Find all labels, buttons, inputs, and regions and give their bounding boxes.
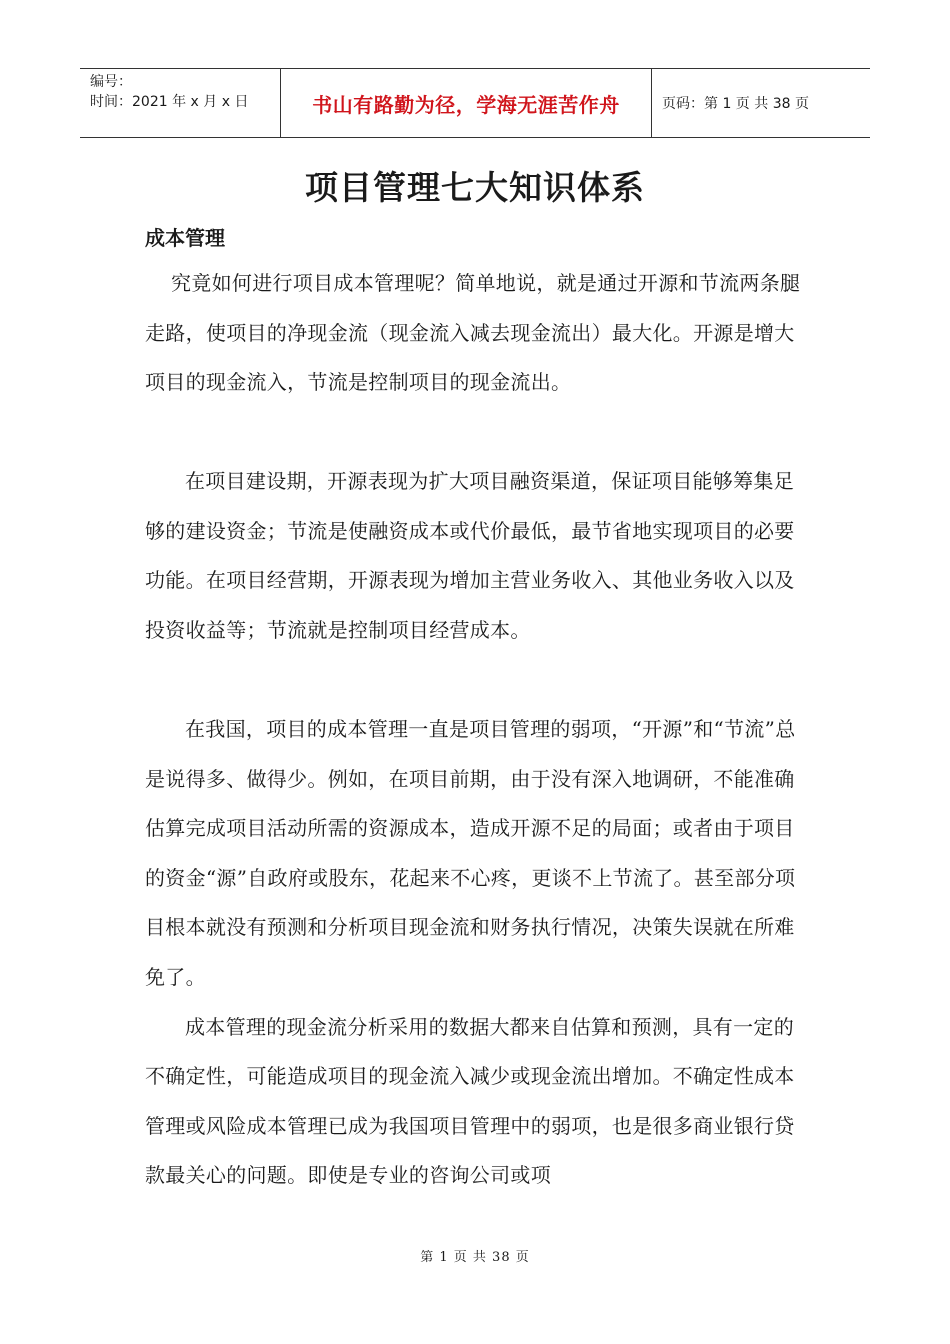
- paragraph-block: [145, 705, 810, 1201]
- document-header: [80, 68, 870, 138]
- header-page-cell: [652, 69, 870, 137]
- paragraph-block: [145, 259, 810, 408]
- time-label: 时间：2021 年 x 月 x 日: [90, 94, 249, 110]
- motto-text: 书山有路勤为径，学海无涯苦作舟: [312, 92, 620, 117]
- paragraph: 在我国，项目的成本管理一直是项目管理的弱项，“开源”和“节流”总是说得多、做得少。例如，在项目前期，由于没有深入地调研，不能准确估算完成项目活动所需的资源成本，造成开源不足的局面；或者由于项目的资金“源”自政府或股东，花起来不心疼，更谈不上节流了。甚至部分项目根本就没有预测和分析项目现金流和财务执行情况，决策失误就在所难免了。: [145, 717, 796, 989]
- paragraph: 在项目建设期，开源表现为扩大项目融资渠道，保证项目能够筹集足够的建设资金；节流是使融资成本或代价最低，最节省地实现项目的必要功能。在项目经营期，开源表现为增加主营业务收入、其他业务收入以及投资收益等；节流就是控制项目经营成本。: [145, 469, 795, 642]
- paragraph: 成本管理的现金流分析采用的数据大都来自估算和预测，具有一定的不确定性，可能造成项目的现金流入减少或现金流出增加。不确定性成本管理或风险成本管理已成为我国项目管理中的弱项，也是很多商业银行贷款最关心的问题。即使是专业的咨询公司或项: [145, 1014, 795, 1188]
- document-title: 项目管理七大知识体系: [305, 168, 645, 207]
- page-info: 页码：第 1 页 共 38 页: [662, 96, 809, 112]
- page-footer: 第 1 页 共 38 页: [420, 1250, 530, 1265]
- paragraph-block: [145, 457, 810, 655]
- header-meta: [80, 69, 280, 137]
- header-motto-cell: [280, 69, 652, 137]
- number-label: 编号：: [90, 74, 132, 90]
- section-title: 成本管理: [145, 226, 225, 250]
- paragraph: 究竟如何进行项目成本管理呢？简单地说，就是通过开源和节流两条腿走路，使项目的净现金流（现金流入减去现金流出）最大化。开源是增大项目的现金流入，节流是控制项目的现金流出。: [145, 271, 801, 395]
